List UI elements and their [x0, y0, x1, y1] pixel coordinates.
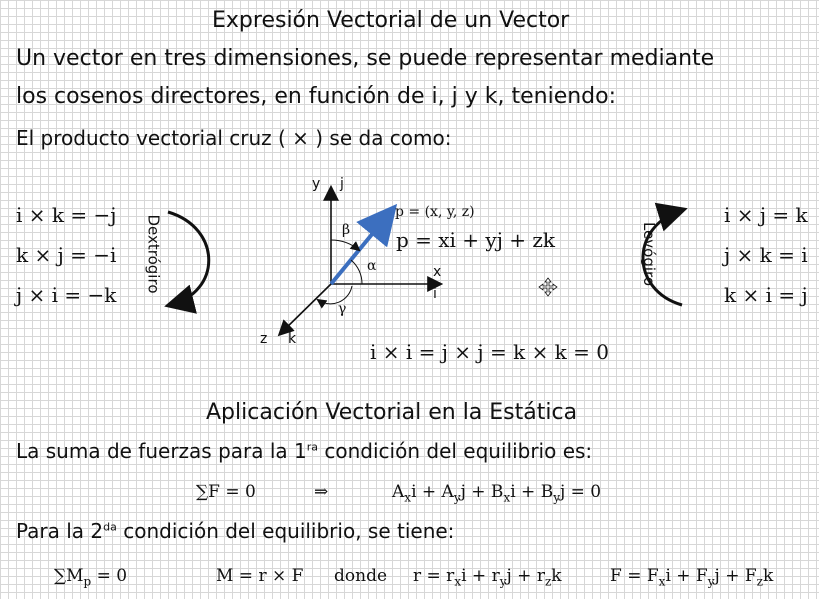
i-axis-label: i — [433, 286, 437, 302]
moment-sum-equation: $\sum M_p = 0$ — [54, 566, 128, 589]
r-definition: $r = r_xi + r_yj + r_zk$ — [413, 566, 562, 589]
x-axis-label: x — [433, 264, 442, 280]
sum-forces-equation: ∑F = 0 — [196, 482, 256, 502]
k-axis-label: k — [288, 331, 297, 347]
alpha-arc — [351, 260, 362, 284]
donde-word: donde — [334, 566, 388, 586]
alpha-label: α — [367, 258, 377, 274]
dextrogiro-label: Dextrógiro — [144, 214, 163, 294]
y-axis-label: y — [312, 176, 321, 192]
left-identity-3: j × i = −k — [16, 283, 117, 307]
position-vector — [331, 210, 392, 284]
left-identity-2: k × j = −i — [16, 243, 117, 267]
force-components-equation: $A_xi + A_yj + B_xi + B_yj = 0$ — [392, 482, 602, 505]
cross-product-intro: El producto vectorial cruz ( × ) se da como: — [16, 126, 452, 150]
levogiro-arrow-icon — [643, 210, 682, 305]
moment-definition: M = r × F — [216, 566, 304, 586]
intro-line-2: los cosenos directores, en función de i, j y k, teniendo: — [16, 84, 617, 109]
right-identity-3: k × i = j — [724, 283, 808, 307]
beta-arc — [331, 240, 359, 250]
f-definition: $F = F_xi + F_yj + F_zk$ — [610, 566, 774, 589]
levogiro-label: Levógiro — [640, 221, 659, 287]
z-axis-label: z — [260, 331, 268, 347]
implies-symbol: ⇒ — [314, 482, 329, 502]
z-axis-line — [280, 284, 331, 334]
dextrogiro-arrow-icon — [168, 212, 209, 305]
intro-line-1: Un vector en tres dimensiones, se puede representar mediante — [16, 46, 715, 71]
right-identity-2: j × k = i — [724, 243, 808, 267]
gamma-arc — [318, 286, 352, 304]
right-identity-1: i × j = k — [724, 203, 808, 227]
gamma-label: γ — [338, 301, 347, 317]
move-cursor-icon — [539, 278, 557, 296]
j-axis-label: j — [340, 176, 344, 192]
second-condition-text: Para la $2^{da}$ condición del equilibrio, se tiene: — [16, 519, 455, 543]
left-identity-1: i × k = −j — [16, 203, 117, 227]
vector-equation: p = xi + yj + zk — [396, 228, 556, 252]
first-condition-text: La suma de fuerzas para la $1^{ra}$ condición del equilibrio es: — [16, 439, 593, 463]
self-product-identity: i × i = j × j = k × k = 0 — [370, 340, 609, 364]
point-label: p = (x, y, z) — [395, 204, 475, 220]
section-title-vector: Expresión Vectorial de un Vector — [212, 8, 570, 33]
section-title-statics: Aplicación Vectorial en la Estática — [206, 400, 578, 425]
beta-label: β — [342, 222, 351, 238]
